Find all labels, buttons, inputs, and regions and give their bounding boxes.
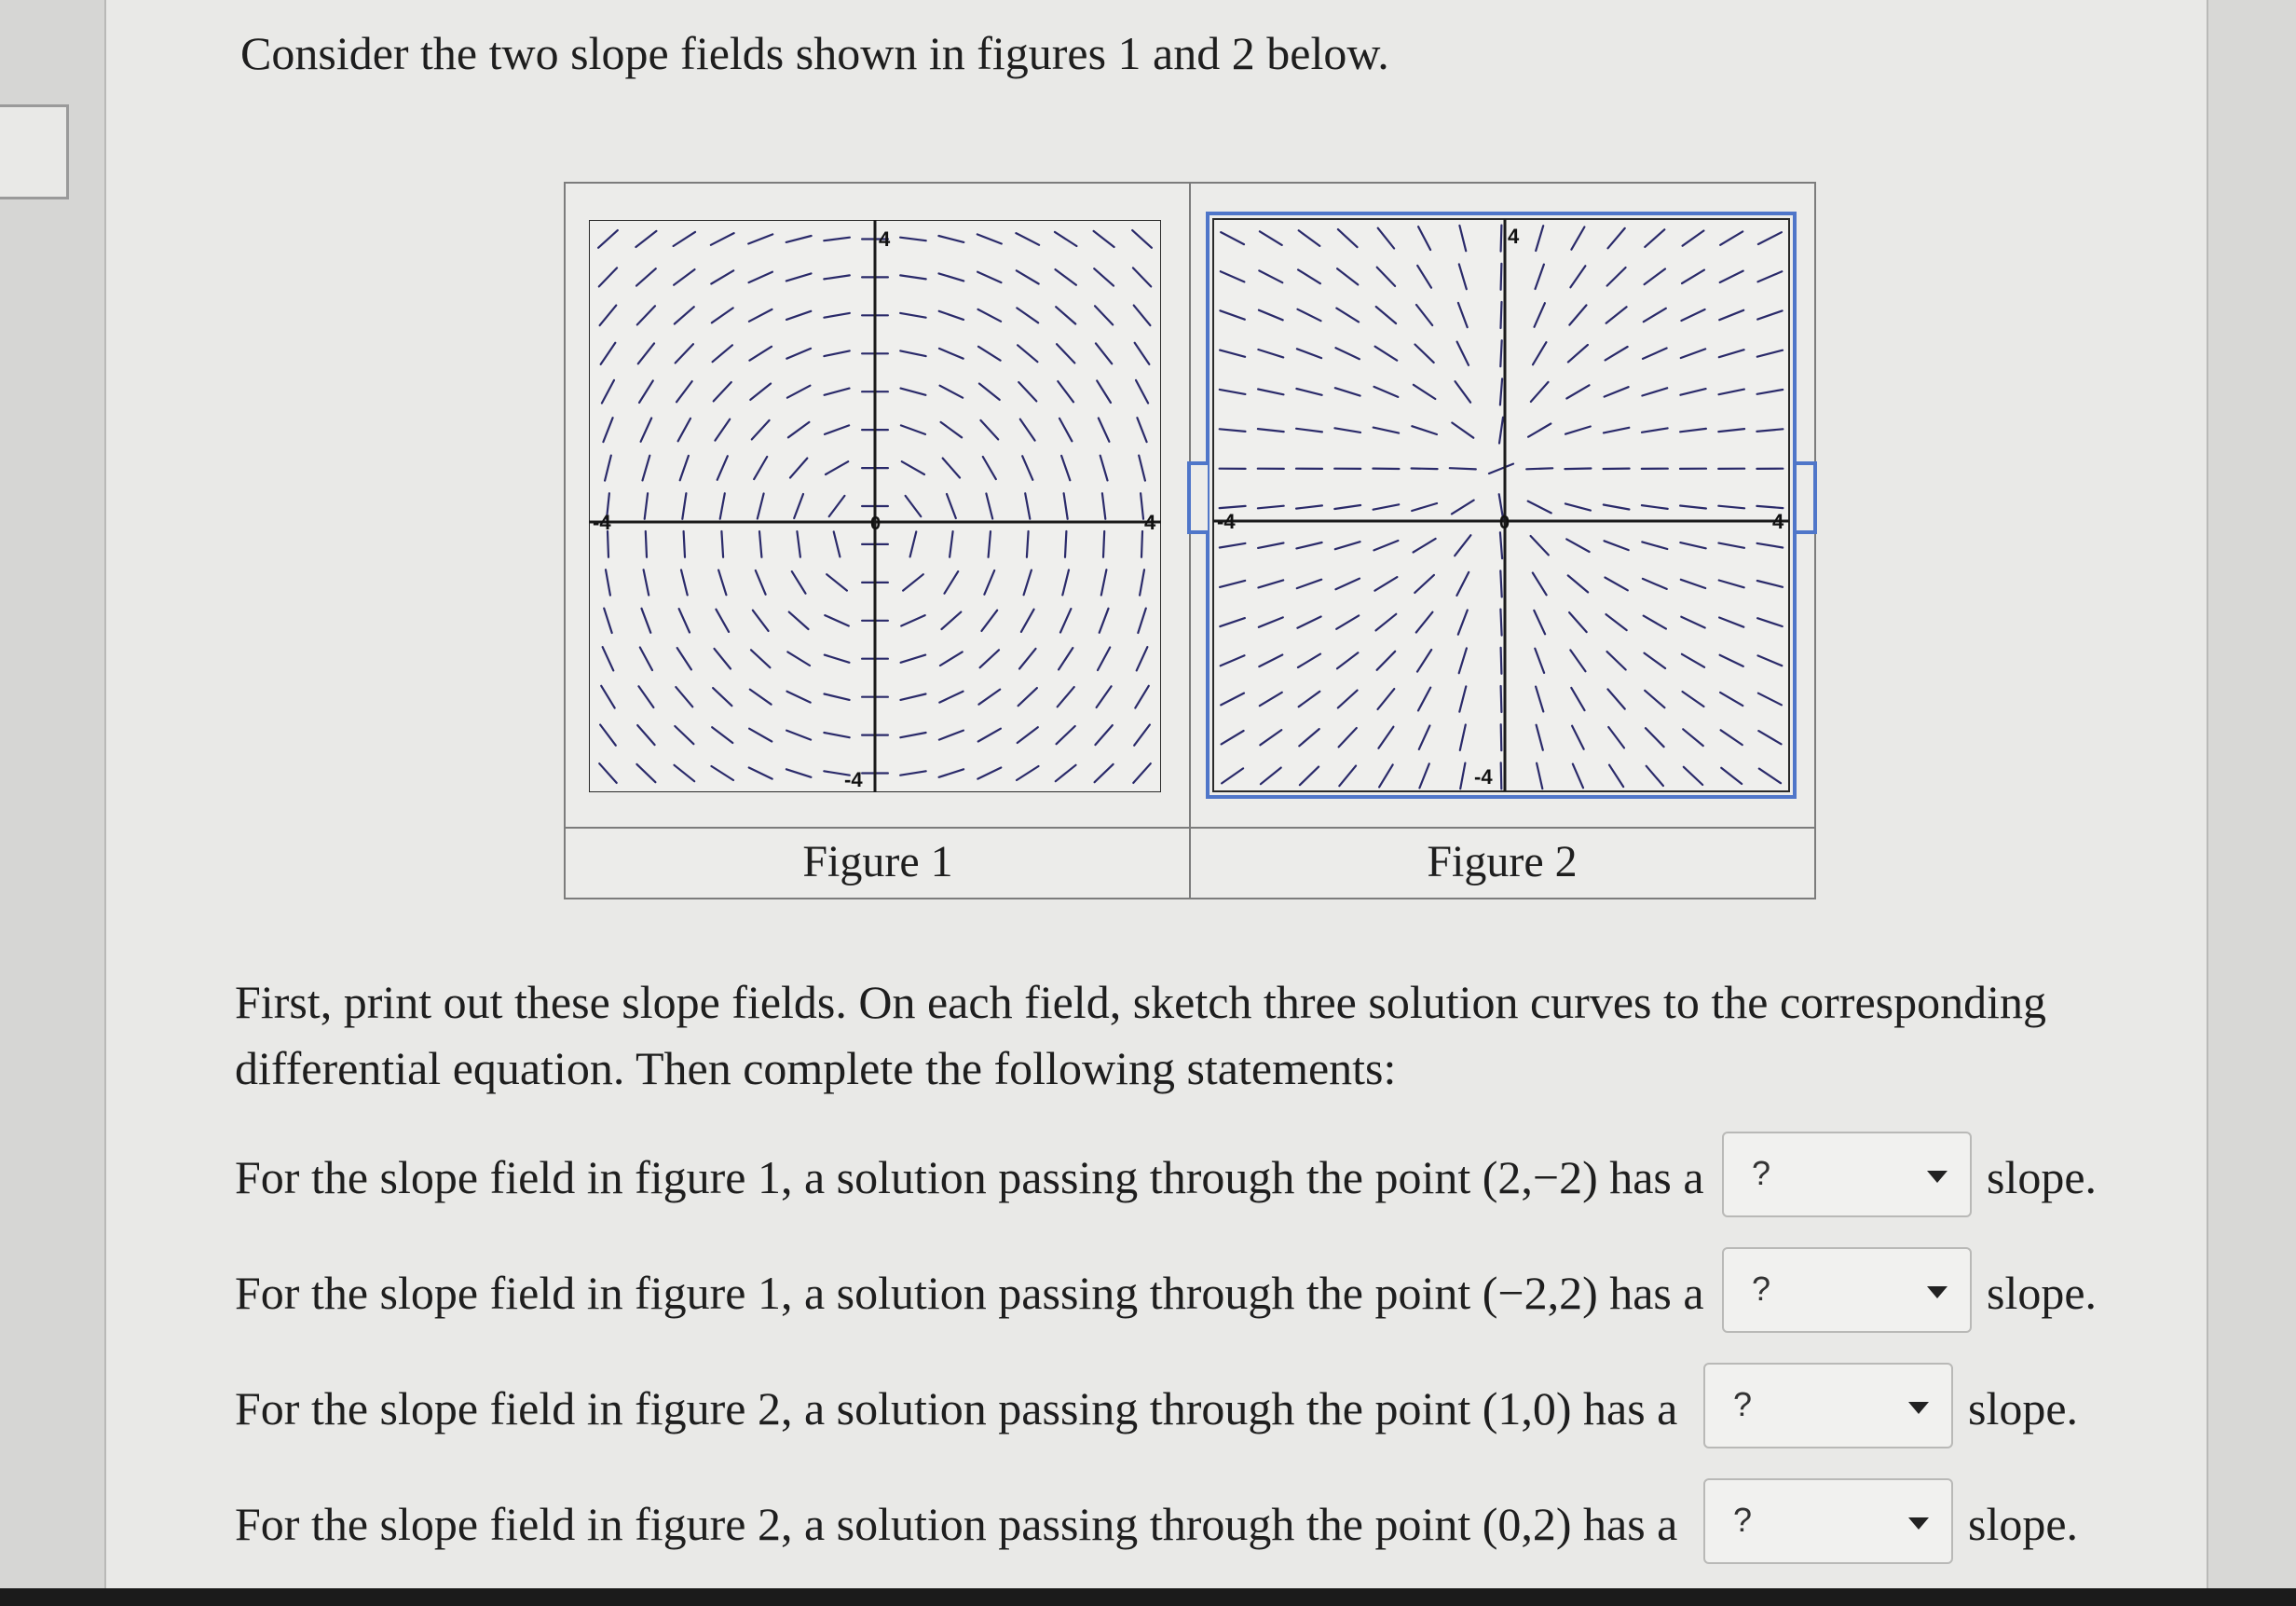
figure-2-slope-field xyxy=(1208,213,1795,797)
statement-2-text: For the slope field in figure 1, a solution passing through the point (−2,2) has a xyxy=(235,1267,1704,1319)
statement-4-dropdown[interactable] xyxy=(1703,1478,1953,1564)
y-min-label: -4 xyxy=(844,768,863,791)
figure-2-caption: Figure 2 xyxy=(1427,837,1578,886)
slope-mark xyxy=(1103,531,1104,557)
slope-mark xyxy=(1450,468,1476,469)
x-max-label: 4 xyxy=(1144,511,1156,534)
slope-mark xyxy=(1501,226,1502,252)
statement-2-dropdown[interactable] xyxy=(1722,1247,1972,1333)
table-column-divider xyxy=(1189,184,1191,898)
slope-mark xyxy=(1065,531,1066,557)
slope-mark xyxy=(1501,724,1502,750)
statement-1-text: For the slope field in figure 1, a solution passing through the point (2,−2) has a xyxy=(235,1151,1704,1203)
chevron-down-icon xyxy=(1927,1286,1948,1298)
statement-4-suffix: slope. xyxy=(1968,1498,2079,1550)
resize-handle-left[interactable] xyxy=(1187,461,1208,534)
slope-mark xyxy=(1412,469,1438,470)
origin-label: 0 xyxy=(870,514,882,534)
slope-mark xyxy=(1501,264,1502,290)
slope-mark xyxy=(1500,340,1501,366)
statement-4-selected-value: ? xyxy=(1733,1501,1753,1539)
slope-mark xyxy=(1141,531,1142,557)
y-min-label: -4 xyxy=(1474,765,1493,789)
chevron-down-icon xyxy=(1908,1517,1929,1530)
y-max-label: 4 xyxy=(879,227,891,251)
statement-3-selected-value: ? xyxy=(1733,1385,1753,1423)
slope-mark xyxy=(646,531,647,557)
question-intro: Consider the two slope fields shown in figures 1 and 2 below. xyxy=(240,27,1389,79)
y-max-label: 4 xyxy=(1508,225,1520,248)
statement-2-suffix: slope. xyxy=(1987,1267,2098,1319)
side-panel-tab[interactable] xyxy=(0,104,69,199)
x-min-label: -4 xyxy=(1217,510,1236,533)
slope-mark xyxy=(1501,648,1502,674)
right-margin xyxy=(2208,0,2296,1606)
statement-1-dropdown[interactable] xyxy=(1722,1132,1972,1217)
slope-mark xyxy=(1526,468,1552,469)
figure-1-caption: Figure 1 xyxy=(802,837,953,886)
slope-mark xyxy=(684,531,685,557)
statement-3-text: For the slope field in figure 2, a solution passing through the point (1,0) has a xyxy=(235,1382,1678,1434)
slope-mark xyxy=(1500,610,1501,636)
chevron-down-icon xyxy=(1927,1171,1948,1183)
slope-mark xyxy=(1565,469,1591,470)
table-row-divider xyxy=(566,827,1814,829)
slope-mark xyxy=(1501,686,1502,712)
figure-1-slope-field xyxy=(589,220,1161,792)
slope-mark xyxy=(1501,302,1502,328)
statement-3-dropdown[interactable] xyxy=(1703,1363,1953,1448)
statement-1-selected-value: ? xyxy=(1752,1154,1771,1192)
x-max-label: 4 xyxy=(1772,510,1784,533)
statement-2-selected-value: ? xyxy=(1752,1270,1771,1308)
x-min-label: -4 xyxy=(593,511,611,534)
origin-label: 0 xyxy=(1499,513,1510,533)
statement-4-text: For the slope field in figure 2, a solution passing through the point (0,2) has a xyxy=(235,1498,1678,1550)
statement-1-suffix: slope. xyxy=(1987,1151,2098,1203)
statement-3-suffix: slope. xyxy=(1968,1382,2079,1434)
resize-handle-right[interactable] xyxy=(1797,461,1817,534)
slope-mark xyxy=(1501,762,1502,789)
screen-bottom-edge xyxy=(0,1588,2296,1606)
slope-mark xyxy=(1500,570,1501,597)
left-margin xyxy=(0,0,104,1606)
chevron-down-icon xyxy=(1908,1402,1929,1414)
instructions-paragraph: First, print out these slope fields. On each field, sketch three solution curves to the corresponding differential equation. Then complete the following statements: xyxy=(235,976,2046,1094)
